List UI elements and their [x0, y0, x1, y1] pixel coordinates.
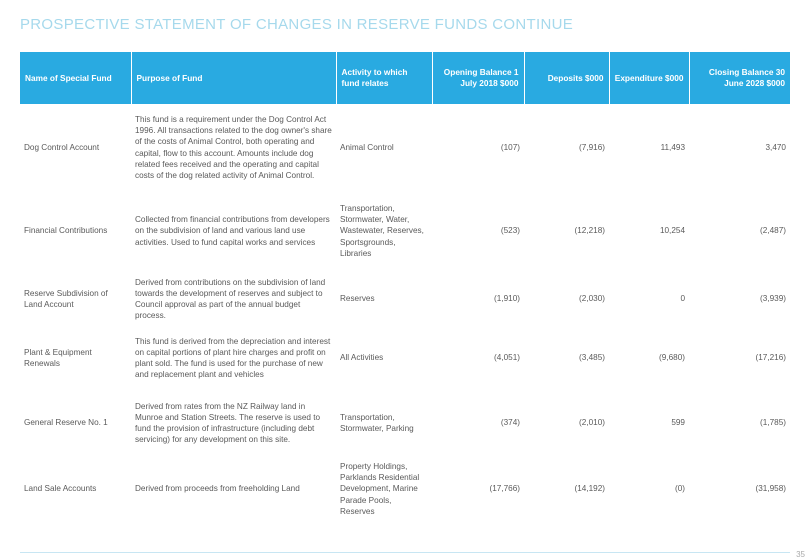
deposits-value: (12,218)	[574, 226, 605, 236]
fund-purpose: Derived from proceeds from freeholding Land	[135, 484, 300, 494]
table-row	[20, 389, 790, 457]
reserve-funds-table	[20, 52, 790, 521]
header-expenditure: Expenditure $000	[609, 52, 689, 104]
table-row	[20, 191, 790, 271]
expenditure-value: (9,680)	[659, 353, 685, 363]
closing-balance: (31,958)	[755, 484, 786, 494]
closing-balance: (1,785)	[760, 418, 786, 428]
fund-activity: Animal Control	[340, 142, 394, 152]
closing-balance: 3,470	[765, 142, 786, 152]
fund-purpose: This fund is derived from the depreciation and interest on capital portions of plant hire charges and profit on plant sold. The fund is used for the purchase of new and replacement plant and vehicles	[135, 336, 331, 380]
fund-activity: Property Holdings, Parklands Residential Development, Marine Parade Pools, Reserves	[340, 461, 420, 516]
fund-purpose: Collected from financial contributions from developers on the subdivision of land and various land use activities. Used to fund capital works and services	[135, 215, 330, 247]
header-deposits: Deposits $000	[524, 52, 609, 104]
fund-activity: Reserves	[340, 294, 375, 304]
deposits-value: (14,192)	[574, 484, 605, 494]
fund-name: Reserve Subdivision of Land Account	[24, 288, 108, 309]
opening-balance: (4,051)	[494, 353, 520, 363]
deposits-value: (3,485)	[579, 353, 605, 363]
deposits-value: (7,916)	[579, 142, 605, 152]
table-header-row	[20, 52, 790, 104]
header-purpose: Purpose of Fund	[131, 52, 336, 104]
page-number: 35	[796, 550, 805, 559]
table-row	[20, 327, 790, 389]
fund-activity: Transportation, Stormwater, Parking	[340, 412, 414, 433]
closing-balance: (2,487)	[760, 226, 786, 236]
fund-name: Dog Control Account	[24, 142, 100, 152]
closing-balance: (3,939)	[760, 294, 786, 304]
table-row	[20, 104, 790, 191]
expenditure-value: 599	[671, 418, 685, 428]
fund-name: Land Sale Accounts	[24, 484, 97, 494]
fund-name: Financial Contributions	[24, 226, 108, 236]
deposits-value: (2,030)	[579, 294, 605, 304]
header-closing: Closing Balance 30 June 2028 $000	[708, 67, 785, 88]
opening-balance: (107)	[500, 142, 520, 152]
footer-divider	[20, 552, 790, 553]
closing-balance: (17,216)	[755, 353, 786, 363]
opening-balance: (17,766)	[489, 484, 520, 494]
fund-name: Plant & Equipment Renewals	[24, 347, 92, 368]
fund-name: General Reserve No. 1	[24, 418, 108, 428]
expenditure-value: 11,493	[660, 142, 685, 152]
header-opening: Opening Balance 1 July 2018 $000	[432, 52, 524, 104]
fund-purpose: Derived from contributions on the subdivision of land towards the development of reserves and subject to Council approval as part of the annual budget process.	[135, 277, 326, 321]
opening-balance: (523)	[500, 226, 520, 236]
expenditure-value: 0	[680, 294, 685, 304]
table-row	[20, 271, 790, 327]
header-activity: Activity to which fund relates	[336, 52, 432, 104]
table-row	[20, 457, 790, 521]
fund-purpose: This fund is a requirement under the Dog Control Act 1996. All transactions related to the dog owner's share of the costs of Animal Control, both operating and capital, flow to this account. Amounts include dog related fees received and the operating and capital costs of the dog related activity of Animal Control.	[135, 114, 332, 180]
expenditure-value: 10,254	[659, 226, 685, 236]
header-name: Name of Special Fund	[20, 52, 131, 104]
fund-activity: Transportation, Stormwater, Water, Wastewater, Reserves, Sportsgrounds, Libraries	[340, 203, 424, 258]
opening-balance: (374)	[500, 418, 520, 428]
fund-purpose: Derived from rates from the NZ Railway land in Munroe and Station Streets. The reserve is used to fund the provision of infrastructure (including debt servicing) for any development on this site.	[135, 401, 321, 445]
page-title: PROSPECTIVE STATEMENT OF CHANGES IN RESERVE FUNDS CONTINUE	[20, 16, 574, 33]
expenditure-value: (0)	[674, 484, 685, 494]
fund-activity: All Activities	[340, 353, 384, 363]
opening-balance: (1,910)	[494, 294, 520, 304]
deposits-value: (2,010)	[579, 418, 605, 428]
